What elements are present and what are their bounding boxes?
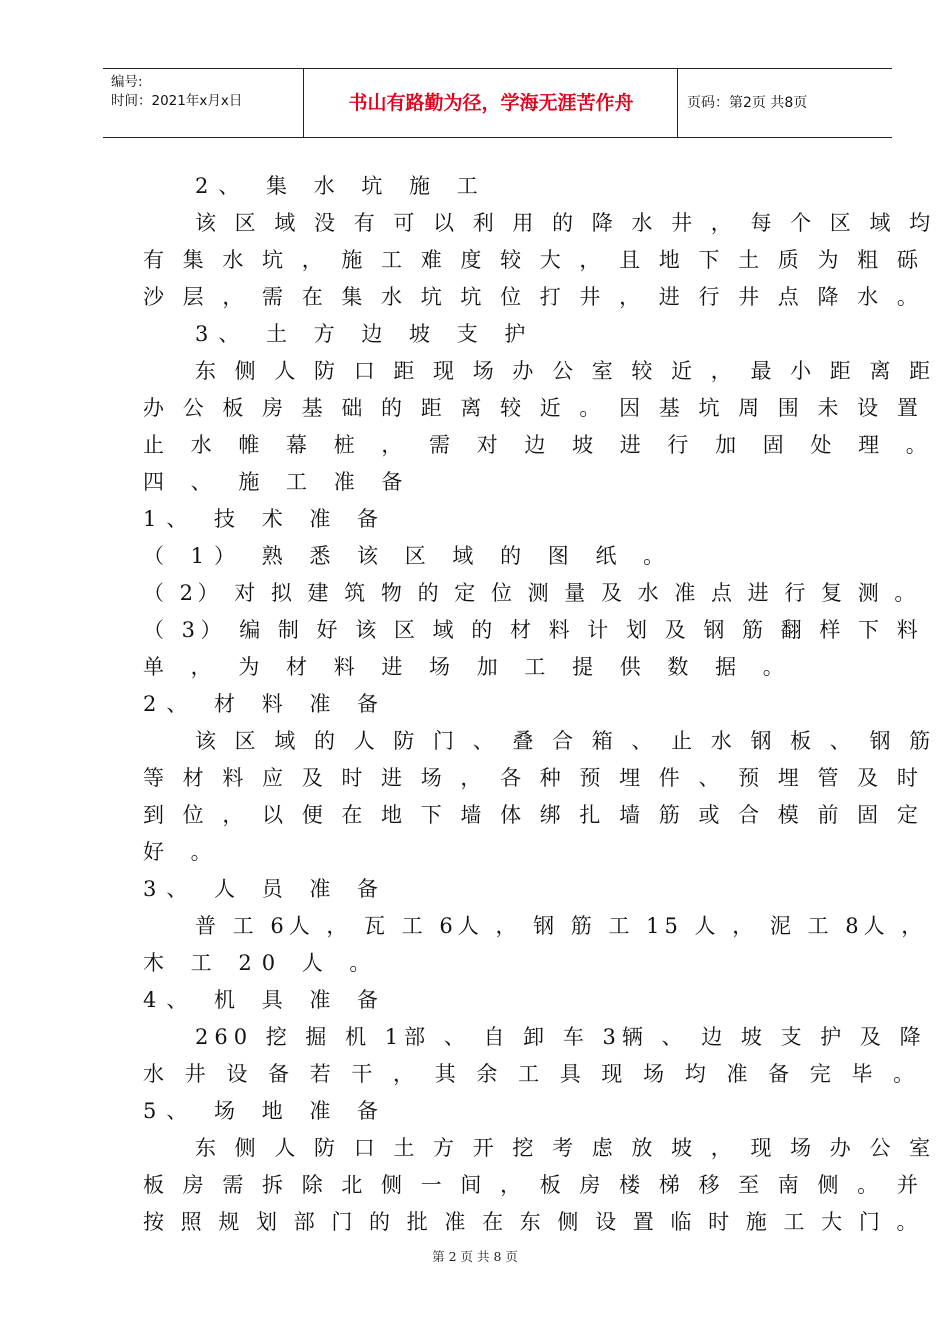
page-footer: 第 2 页 共 8 页	[432, 1249, 518, 1264]
text-line: 东 侧 人 防 口 土 方 开 挖 考 虑 放 坡 ， 现 场 办 公 室	[195, 1136, 937, 1160]
text-line: 到 位 ， 以 便 在 地 下 墙 体 绑 扎 墙 筋 或 合 模 前 固 定	[143, 803, 924, 827]
text-line: 东 侧 人 防 口 距 现 场 办 公 室 较 近 ， 最 小 距 离 距	[195, 359, 937, 383]
heading-line: 3、 土 方 边 坡 支 护	[195, 322, 536, 346]
text-line: 办 公 板 房 基 础 的 距 离 较 近 。 因 基 坑 周 围 未 设 置	[143, 396, 924, 420]
text-line: 好 。	[143, 840, 222, 864]
text-line: 沙 层 ， 需 在 集 水 坑 坑 位 打 井 ， 进 行 井 点 降 水 。	[143, 285, 924, 309]
time-label: 时间：2021年x月x日	[111, 93, 243, 109]
text-line: 该 区 域 的 人 防 门 、 叠 合 箱 、 止 水 钢 板 、 钢 筋	[195, 729, 937, 753]
heading-line: 1、 技 术 准 备	[143, 507, 389, 531]
text-line: 等 材 料 应 及 时 进 场 ， 各 种 预 埋 件 、 预 埋 管 及 时	[143, 766, 924, 790]
text-line: 单 ， 为 材 料 进 场 加 工 提 供 数 据 。	[143, 655, 794, 679]
heading-line: 3、 人 员 准 备	[143, 877, 389, 901]
text-line: 板 房 需 拆 除 北 侧 一 间 ， 板 房 楼 梯 移 至 南 侧 。 并	[143, 1173, 924, 1197]
text-line: 按 照 规 划 部 门 的 批 准 在 东 侧 设 置 临 时 施 工 大 门 。	[143, 1210, 923, 1234]
text-line: 水 井 设 备 若 干 ， 其 余 工 具 现 场 均 准 备 完 毕 。	[143, 1062, 922, 1086]
number-label: 编号:	[111, 74, 143, 90]
text-line: （ 2） 对 拟 建 筑 物 的 定 位 测 量 及 水 准 点 进 行 复 测 。	[143, 581, 920, 605]
text-line: 止 水 帷 幕 桩 ， 需 对 边 坡 进 行 加 固 处 理 。	[143, 433, 937, 457]
text-line: 260 挖 掘 机 1部 、 自 卸 车 3辆 、 边 坡 支 护 及 降	[195, 1025, 927, 1049]
text-line: （ 3） 编 制 好 该 区 域 的 材 料 计 划 及 钢 筋 翻 样 下 料	[143, 618, 924, 642]
header-slogan: 书山有路勤为径，学海无涯苦作舟	[348, 92, 634, 114]
heading-line: 2、 材 料 准 备	[143, 692, 389, 716]
header-page-code: 页码：第2页 共8页	[687, 95, 808, 111]
heading-line: 4、 机 具 准 备	[143, 988, 389, 1012]
heading-line: 5、 场 地 准 备	[143, 1099, 389, 1123]
text-line: 有 集 水 坑 ， 施 工 难 度 较 大 ， 且 地 下 土 质 为 粗 砾	[143, 248, 924, 272]
text-line: 该 区 域 没 有 可 以 利 用 的 降 水 井 ， 每 个 区 域 均	[195, 211, 937, 235]
text-line: 普 工 6人 ， 瓦 工 6人 ， 钢 筋 工 15 人 ， 泥 工 8人 ，	[195, 914, 928, 938]
heading-line: 四 、 施 工 准 备	[143, 470, 413, 494]
text-line: （ 1） 熟 悉 该 区 域 的 图 纸 。	[143, 544, 675, 568]
heading-line: 2、 集 水 坑 施 工	[195, 174, 488, 198]
text-line: 木 工 20 人 。	[143, 951, 381, 975]
